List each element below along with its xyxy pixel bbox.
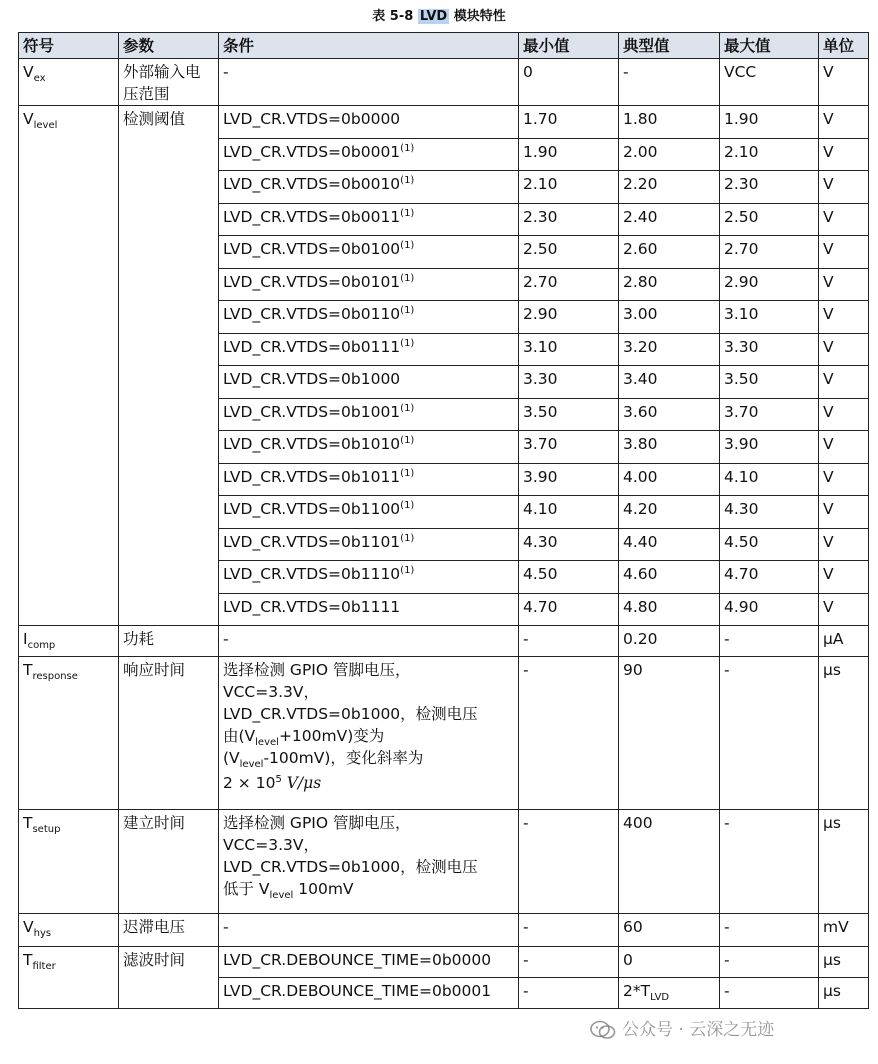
unit-cell: V — [819, 528, 869, 561]
condition-line: VCC=3.3V， — [223, 683, 319, 701]
condition-cell — [219, 463, 519, 496]
condition-cell — [219, 593, 519, 626]
max-cell: 3.50 — [720, 366, 819, 399]
condition-cell: - — [219, 59, 519, 106]
unit-cell: V — [819, 366, 869, 399]
condition-text: 100mV — [293, 880, 354, 898]
typ-cell: 4.20 — [619, 496, 720, 529]
param-cell: 滤波时间 — [119, 947, 219, 1009]
max-cell: 3.10 — [720, 301, 819, 334]
unit-cell: V — [819, 333, 869, 366]
max-cell: 1.90 — [720, 106, 819, 139]
condition-subscript: level — [239, 759, 264, 771]
footnote-ref: (1) — [400, 239, 415, 251]
max-cell: 3.30 — [720, 333, 819, 366]
param-cell: 功耗 — [119, 626, 219, 657]
unit-cell: V — [819, 106, 869, 139]
max-cell: 4.30 — [720, 496, 819, 529]
min-cell: 3.10 — [519, 333, 619, 366]
condition-text: LVD_CR.VTDS=0b1001 — [223, 402, 401, 421]
max-cell: 2.90 — [720, 268, 819, 301]
condition-cell — [219, 333, 519, 366]
min-cell: 4.70 — [519, 593, 619, 626]
condition-text: LVD_CR.VTDS=0b1011 — [223, 467, 401, 486]
condition-cell — [219, 528, 519, 561]
row-vhys — [19, 914, 869, 947]
min-cell: 2.90 — [519, 301, 619, 334]
condition-cell: - — [219, 914, 519, 947]
min-cell: - — [519, 978, 619, 1009]
min-cell: 0 — [519, 59, 619, 106]
symbol-text: V — [23, 110, 34, 128]
condition-cell — [219, 301, 519, 334]
typ-cell: 90 — [619, 657, 720, 810]
condition-cell: LVD_CR.DEBOUNCE_TIME=0b0001 — [219, 978, 519, 1009]
min-cell: - — [519, 626, 619, 657]
condition-text: LVD_CR.VTDS=0b1101 — [223, 532, 401, 551]
condition-text: LVD_CR.VTDS=0b1110 — [223, 565, 401, 583]
condition-line: LVD_CR.VTDS=0b1000，检测电压 — [223, 858, 478, 876]
condition-line — [223, 747, 515, 769]
typ-cell: 3.20 — [619, 333, 720, 366]
typ-cell: 0.20 — [619, 626, 720, 657]
footnote-ref: (1) — [400, 142, 415, 154]
row-icomp — [19, 626, 869, 657]
typ-cell: 1.80 — [619, 106, 720, 139]
condition-text: LVD_CR.VTDS=0b1111 — [223, 597, 401, 616]
header-param: 参数 — [119, 33, 219, 59]
condition-text: LVD_CR.VTDS=0b1100 — [223, 500, 401, 518]
symbol-text: T — [23, 814, 33, 832]
typ-cell: 4.60 — [619, 561, 720, 594]
condition-text: +100mV)变为 — [278, 727, 385, 745]
unit-cell: V — [819, 236, 869, 269]
symbol-subscript: ex — [33, 73, 46, 85]
max-cell: 2.50 — [720, 203, 819, 236]
caption-highlight: LVD — [419, 9, 448, 24]
min-cell: 3.90 — [519, 463, 619, 496]
typ-subscript: LVD — [650, 992, 670, 1004]
typ-cell: 4.40 — [619, 528, 720, 561]
footnote-ref: (1) — [400, 532, 415, 544]
min-cell: - — [519, 947, 619, 978]
unit-cell: V — [819, 398, 869, 431]
footnote-ref: (1) — [400, 564, 415, 576]
max-cell: - — [720, 626, 819, 657]
max-cell: - — [720, 914, 819, 947]
unit-cell: μA — [819, 626, 869, 657]
watermark-text: 公众号 · 云深之无迹 — [622, 1020, 775, 1040]
condition-cell — [219, 810, 519, 914]
unit-cell: mV — [819, 914, 869, 947]
unit-cell: V — [819, 431, 869, 464]
min-cell: - — [519, 810, 619, 914]
condition-text: LVD_CR.VTDS=0b0001 — [223, 142, 401, 161]
caption-suffix: 模块特性 — [449, 9, 506, 24]
symbol-cell — [19, 657, 119, 810]
max-cell: 3.90 — [720, 431, 819, 464]
condition-text: LVD_CR.VTDS=0b0111 — [223, 337, 401, 356]
condition-text: 由(V — [223, 727, 256, 745]
condition-text: 2 × 10 — [223, 774, 276, 792]
header-unit: 单位 — [819, 33, 869, 59]
symbol-subscript: response — [32, 671, 78, 683]
typ-cell: 3.00 — [619, 301, 720, 334]
condition-cell — [219, 431, 519, 464]
param-cell: 迟滞电压 — [119, 914, 219, 947]
condition-cell — [219, 138, 519, 171]
condition-line — [223, 725, 515, 747]
typ-text: 2*T — [623, 982, 651, 1000]
min-cell: 4.50 — [519, 561, 619, 594]
typ-cell: 2.20 — [619, 171, 720, 204]
unit-cell: V — [819, 59, 869, 106]
condition-text: LVD_CR.VTDS=0b1000 — [223, 370, 401, 388]
min-cell: 4.10 — [519, 496, 619, 529]
max-cell: 2.70 — [720, 236, 819, 269]
unit-cell: V — [819, 138, 869, 171]
condition-cell — [219, 657, 519, 810]
footnote-ref: (1) — [400, 207, 415, 219]
typ-text: 0 — [623, 951, 633, 969]
unit-cell: V — [819, 301, 869, 334]
condition-cell — [219, 203, 519, 236]
condition-cell — [219, 398, 519, 431]
min-cell: 2.30 — [519, 203, 619, 236]
unit-cell: V — [819, 561, 869, 594]
min-cell: - — [519, 657, 619, 810]
condition-cell — [219, 366, 519, 399]
typ-cell: 3.40 — [619, 366, 720, 399]
max-cell: - — [720, 947, 819, 978]
header-typ: 典型值 — [619, 33, 720, 59]
wechat-logo-icon — [590, 1020, 616, 1040]
condition-text: LVD_CR.VTDS=0b1010 — [223, 435, 401, 453]
unit-cell: μs — [819, 947, 869, 978]
unit-cell: V — [819, 593, 869, 626]
condition-text: LVD_CR.VTDS=0b0000 — [223, 110, 401, 128]
condition-cell — [219, 236, 519, 269]
condition-text: 低于 V — [223, 880, 270, 898]
symbol-cell — [19, 947, 119, 1009]
vlevel-row — [19, 106, 869, 139]
symbol-subscript: filter — [32, 961, 56, 973]
typ-cell — [619, 978, 720, 1009]
condition-line — [223, 878, 515, 900]
unit-cell: V — [819, 203, 869, 236]
condition-cell — [219, 268, 519, 301]
min-cell: 1.90 — [519, 138, 619, 171]
footnote-ref: (1) — [400, 434, 415, 446]
typ-cell: 2.60 — [619, 236, 720, 269]
condition-text: -100mV)，变化斜率为 — [263, 749, 424, 767]
symbol-text: V — [23, 918, 34, 936]
footnote-ref: (1) — [400, 337, 415, 349]
min-cell: 2.70 — [519, 268, 619, 301]
unit-cell: V — [819, 268, 869, 301]
footnote-ref: (1) — [400, 304, 415, 316]
lvd-characteristics-table — [18, 32, 869, 1009]
symbol-text: T — [23, 951, 33, 969]
max-cell: 4.70 — [720, 561, 819, 594]
condition-text: LVD_CR.VTDS=0b0100 — [223, 240, 401, 258]
condition-cell: - — [219, 626, 519, 657]
typ-cell: 2.80 — [619, 268, 720, 301]
symbol-cell — [19, 106, 119, 626]
typ-cell: 400 — [619, 810, 720, 914]
unit-cell: V — [819, 171, 869, 204]
min-cell: 1.70 — [519, 106, 619, 139]
symbol-subscript: setup — [32, 824, 61, 836]
condition-line: 选择检测 GPIO 管脚电压， — [223, 814, 411, 832]
max-cell: 4.90 — [720, 593, 819, 626]
condition-text: LVD_CR.VTDS=0b0101 — [223, 272, 401, 291]
condition-cell — [219, 106, 519, 139]
row-tresponse — [19, 657, 869, 810]
unit-cell: μs — [819, 657, 869, 810]
symbol-subscript: level — [33, 120, 58, 132]
min-cell: 3.70 — [519, 431, 619, 464]
footnote-ref: (1) — [400, 272, 415, 284]
max-cell: 3.70 — [720, 398, 819, 431]
typ-cell: 60 — [619, 914, 720, 947]
min-cell: 3.30 — [519, 366, 619, 399]
header-symbol: 符号 — [19, 33, 119, 59]
typ-cell: 4.80 — [619, 593, 720, 626]
min-cell: 3.50 — [519, 398, 619, 431]
symbol-subscript: comp — [27, 640, 56, 652]
row-tsetup — [19, 810, 869, 914]
max-cell: 2.30 — [720, 171, 819, 204]
typ-cell: 3.60 — [619, 398, 720, 431]
symbol-cell — [19, 810, 119, 914]
min-cell: 2.50 — [519, 236, 619, 269]
header-max: 最大值 — [720, 33, 819, 59]
caption-prefix: 表 5-8 — [372, 9, 418, 24]
typ-cell: 3.80 — [619, 431, 720, 464]
max-cell: 4.50 — [720, 528, 819, 561]
param-cell: 响应时间 — [119, 657, 219, 810]
watermark — [590, 1015, 865, 1045]
symbol-text: I — [23, 630, 28, 648]
symbol-subscript: hys — [33, 928, 52, 940]
symbol-cell — [19, 626, 119, 657]
condition-line: VCC=3.3V， — [223, 836, 319, 854]
condition-cell — [219, 171, 519, 204]
param-cell: 外部输入电压范围 — [119, 59, 219, 106]
typ-cell — [619, 947, 720, 978]
condition-cell — [219, 496, 519, 529]
max-cell: VCC — [720, 59, 819, 106]
typ-cell: 4.00 — [619, 463, 720, 496]
symbol-text: T — [23, 661, 33, 679]
condition-text: V/μs — [281, 774, 322, 792]
max-cell: - — [720, 810, 819, 914]
tfilter-row — [19, 947, 869, 978]
header-min: 最小值 — [519, 33, 619, 59]
unit-cell: μs — [819, 978, 869, 1009]
condition-text: LVD_CR.VTDS=0b0010 — [223, 175, 401, 193]
condition-subscript: level — [269, 890, 294, 902]
unit-cell: V — [819, 496, 869, 529]
condition-text: LVD_CR.VTDS=0b0011 — [223, 207, 401, 226]
typ-cell: 2.40 — [619, 203, 720, 236]
min-cell: 4.30 — [519, 528, 619, 561]
condition-text: LVD_CR.VTDS=0b0110 — [223, 305, 401, 323]
footnote-ref: (1) — [400, 467, 415, 479]
footnote-ref: (1) — [400, 174, 415, 186]
condition-text: (V — [223, 749, 240, 767]
param-cell: 检测阈值 — [119, 106, 219, 626]
symbol-text: V — [23, 63, 34, 81]
max-cell: 2.10 — [720, 138, 819, 171]
condition-cell — [219, 561, 519, 594]
param-cell: 建立时间 — [119, 810, 219, 914]
condition-superscript: 5 — [275, 773, 282, 785]
condition-cell: LVD_CR.DEBOUNCE_TIME=0b0000 — [219, 947, 519, 978]
typ-cell: - — [619, 59, 720, 106]
condition-subscript: level — [255, 737, 279, 749]
footnote-ref: (1) — [400, 499, 415, 511]
table-caption — [0, 7, 878, 27]
unit-cell: μs — [819, 810, 869, 914]
typ-cell: 2.00 — [619, 138, 720, 171]
condition-line: LVD_CR.VTDS=0b1000，检测电压 — [223, 705, 478, 723]
row-vex — [19, 59, 869, 106]
symbol-cell — [19, 59, 119, 106]
footnote-ref: (1) — [400, 402, 415, 414]
condition-line: 选择检测 GPIO 管脚电压， — [223, 661, 411, 679]
max-cell: - — [720, 657, 819, 810]
max-cell: - — [720, 978, 819, 1009]
header-row — [19, 33, 869, 59]
max-cell: 4.10 — [720, 463, 819, 496]
header-condition: 条件 — [219, 33, 519, 59]
min-cell: - — [519, 914, 619, 947]
symbol-cell — [19, 914, 119, 947]
unit-cell: V — [819, 463, 869, 496]
min-cell: 2.10 — [519, 171, 619, 204]
condition-line — [223, 772, 515, 794]
